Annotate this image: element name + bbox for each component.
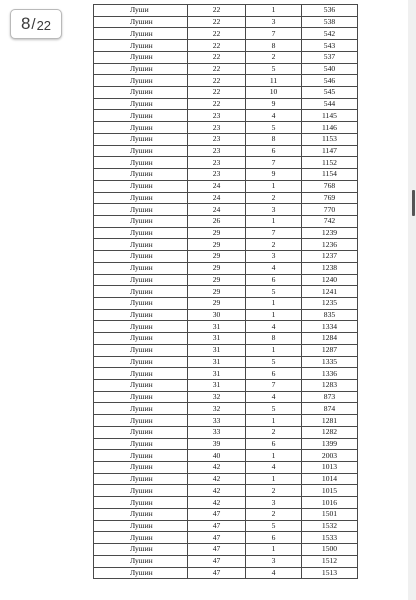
id-cell: 1236 — [302, 239, 358, 251]
number-cell: 1 — [246, 215, 302, 227]
section-cell: 47 — [188, 555, 246, 567]
number-cell: 11 — [246, 75, 302, 87]
id-cell: 742 — [302, 215, 358, 227]
table-row — [94, 485, 358, 497]
surname-cell: Лушин — [94, 415, 188, 427]
id-cell: 1334 — [302, 321, 358, 333]
id-cell: 544 — [302, 98, 358, 110]
number-cell: 4 — [246, 462, 302, 474]
section-cell: 47 — [188, 567, 246, 579]
id-cell: 538 — [302, 16, 358, 28]
id-cell: 1512 — [302, 555, 358, 567]
section-cell: 29 — [188, 274, 246, 286]
number-cell: 2 — [246, 485, 302, 497]
table-body — [94, 5, 358, 579]
id-cell: 545 — [302, 87, 358, 99]
id-cell: 537 — [302, 51, 358, 63]
table-row — [94, 309, 358, 321]
number-cell: 8 — [246, 40, 302, 52]
section-cell: 23 — [188, 145, 246, 157]
section-cell: 33 — [188, 426, 246, 438]
section-cell: 40 — [188, 450, 246, 462]
surname-cell: Лушин — [94, 567, 188, 579]
id-cell: 770 — [302, 204, 358, 216]
id-cell: 1154 — [302, 169, 358, 181]
number-cell: 3 — [246, 204, 302, 216]
table-row — [94, 98, 358, 110]
section-cell: 47 — [188, 544, 246, 556]
page-indicator — [10, 9, 62, 39]
section-cell: 22 — [188, 75, 246, 87]
id-cell: 1152 — [302, 157, 358, 169]
number-cell: 1 — [246, 309, 302, 321]
section-cell: 32 — [188, 391, 246, 403]
id-cell: 536 — [302, 5, 358, 17]
table-row — [94, 532, 358, 544]
table-row — [94, 122, 358, 134]
id-cell: 1013 — [302, 462, 358, 474]
number-cell: 1 — [246, 297, 302, 309]
section-cell: 24 — [188, 180, 246, 192]
table-row — [94, 251, 358, 263]
number-cell: 1 — [246, 473, 302, 485]
surname-cell: Лушин — [94, 450, 188, 462]
surname-cell: Лушин — [94, 180, 188, 192]
surname-cell: Лушин — [94, 380, 188, 392]
id-cell: 1153 — [302, 133, 358, 145]
section-cell: 23 — [188, 157, 246, 169]
surname-cell: Лушин — [94, 356, 188, 368]
section-cell: 29 — [188, 227, 246, 239]
surname-cell: Лушин — [94, 98, 188, 110]
surname-cell: Лушин — [94, 473, 188, 485]
id-cell: 1147 — [302, 145, 358, 157]
number-cell: 2 — [246, 426, 302, 438]
table-row — [94, 286, 358, 298]
table-row — [94, 473, 358, 485]
scrollbar-thumb[interactable] — [412, 190, 415, 216]
number-cell: 5 — [246, 122, 302, 134]
table-row — [94, 508, 358, 520]
surname-cell: Лушин — [94, 368, 188, 380]
id-cell: 768 — [302, 180, 358, 192]
section-cell: 23 — [188, 169, 246, 181]
id-cell: 2003 — [302, 450, 358, 462]
table-row — [94, 215, 358, 227]
section-cell: 31 — [188, 356, 246, 368]
section-cell: 23 — [188, 133, 246, 145]
table-row — [94, 391, 358, 403]
table-row — [94, 87, 358, 99]
section-cell: 31 — [188, 368, 246, 380]
section-cell: 26 — [188, 215, 246, 227]
surname-cell: Лушин — [94, 227, 188, 239]
number-cell: 3 — [246, 497, 302, 509]
id-cell: 1399 — [302, 438, 358, 450]
id-cell: 1335 — [302, 356, 358, 368]
table-row — [94, 415, 358, 427]
number-cell: 1 — [246, 5, 302, 17]
surname-cell: Лушин — [94, 403, 188, 415]
section-cell: 29 — [188, 239, 246, 251]
number-cell: 4 — [246, 391, 302, 403]
surname-cell: Лушин — [94, 438, 188, 450]
section-cell: 30 — [188, 309, 246, 321]
surname-cell: Лушин — [94, 87, 188, 99]
table-row — [94, 227, 358, 239]
surname-cell: Лушин — [94, 63, 188, 75]
number-cell: 7 — [246, 227, 302, 239]
surname-cell: Лушин — [94, 75, 188, 87]
surname-cell: Лушин — [94, 204, 188, 216]
table-row — [94, 297, 358, 309]
section-cell: 22 — [188, 40, 246, 52]
table-row — [94, 16, 358, 28]
surname-cell: Лушин — [94, 544, 188, 556]
number-cell: 5 — [246, 520, 302, 532]
table-row — [94, 380, 358, 392]
section-cell: 24 — [188, 204, 246, 216]
number-cell: 2 — [246, 51, 302, 63]
id-cell: 1235 — [302, 297, 358, 309]
surname-cell: Лушин — [94, 157, 188, 169]
number-cell: 1 — [246, 450, 302, 462]
id-cell: 1532 — [302, 520, 358, 532]
id-cell: 1287 — [302, 344, 358, 356]
id-cell: 1238 — [302, 262, 358, 274]
section-cell: 22 — [188, 98, 246, 110]
number-cell: 9 — [246, 169, 302, 181]
number-cell: 6 — [246, 532, 302, 544]
id-cell: 874 — [302, 403, 358, 415]
table-row — [94, 438, 358, 450]
number-cell: 2 — [246, 239, 302, 251]
number-cell: 6 — [246, 274, 302, 286]
page-separator: / — [31, 15, 36, 33]
number-cell: 1 — [246, 344, 302, 356]
section-cell: 22 — [188, 51, 246, 63]
id-cell: 1145 — [302, 110, 358, 122]
surname-cell: Лушин — [94, 145, 188, 157]
number-cell: 4 — [246, 110, 302, 122]
surname-cell: Лушин — [94, 215, 188, 227]
surname-cell: Лушин — [94, 16, 188, 28]
table-row — [94, 169, 358, 181]
table-row — [94, 28, 358, 40]
table-row — [94, 403, 358, 415]
table-row — [94, 344, 358, 356]
id-cell: 543 — [302, 40, 358, 52]
table-row — [94, 426, 358, 438]
table-row — [94, 51, 358, 63]
id-cell: 1281 — [302, 415, 358, 427]
id-cell: 542 — [302, 28, 358, 40]
number-cell: 5 — [246, 63, 302, 75]
surname-cell: Луши — [94, 5, 188, 17]
number-cell: 3 — [246, 555, 302, 567]
surname-cell: Лушин — [94, 462, 188, 474]
table-row — [94, 520, 358, 532]
section-cell: 29 — [188, 286, 246, 298]
data-table — [93, 4, 358, 579]
id-cell: 1237 — [302, 251, 358, 263]
table-row — [94, 321, 358, 333]
table-row — [94, 5, 358, 17]
id-cell: 835 — [302, 309, 358, 321]
surname-cell: Лушин — [94, 286, 188, 298]
number-cell: 5 — [246, 403, 302, 415]
table-row — [94, 145, 358, 157]
surname-cell: Лушин — [94, 262, 188, 274]
id-cell: 1016 — [302, 497, 358, 509]
section-cell: 31 — [188, 344, 246, 356]
number-cell: 1 — [246, 180, 302, 192]
table-row — [94, 274, 358, 286]
number-cell: 1 — [246, 544, 302, 556]
id-cell: 1284 — [302, 333, 358, 345]
section-cell: 31 — [188, 321, 246, 333]
section-cell: 22 — [188, 87, 246, 99]
table-row — [94, 204, 358, 216]
table-row — [94, 63, 358, 75]
number-cell: 6 — [246, 438, 302, 450]
section-cell: 42 — [188, 497, 246, 509]
table-row — [94, 40, 358, 52]
number-cell: 8 — [246, 133, 302, 145]
table-row — [94, 110, 358, 122]
surname-cell: Лушин — [94, 309, 188, 321]
id-cell: 1533 — [302, 532, 358, 544]
section-cell: 47 — [188, 520, 246, 532]
section-cell: 32 — [188, 403, 246, 415]
section-cell: 31 — [188, 333, 246, 345]
number-cell: 9 — [246, 98, 302, 110]
section-cell: 31 — [188, 380, 246, 392]
current-page-number: 8 — [20, 14, 31, 33]
table-row — [94, 192, 358, 204]
number-cell: 4 — [246, 321, 302, 333]
section-cell: 24 — [188, 192, 246, 204]
section-cell: 47 — [188, 508, 246, 520]
surname-cell: Лушин — [94, 497, 188, 509]
section-cell: 47 — [188, 532, 246, 544]
table-row — [94, 356, 358, 368]
number-cell: 6 — [246, 145, 302, 157]
surname-cell: Лушин — [94, 51, 188, 63]
number-cell: 4 — [246, 567, 302, 579]
surname-cell: Лушин — [94, 239, 188, 251]
id-cell: 1513 — [302, 567, 358, 579]
id-cell: 546 — [302, 75, 358, 87]
section-cell: 23 — [188, 110, 246, 122]
table-row — [94, 450, 358, 462]
id-cell: 1283 — [302, 380, 358, 392]
section-cell: 22 — [188, 16, 246, 28]
number-cell: 2 — [246, 508, 302, 520]
number-cell: 10 — [246, 87, 302, 99]
id-cell: 1500 — [302, 544, 358, 556]
number-cell: 2 — [246, 192, 302, 204]
surname-cell: Лушин — [94, 321, 188, 333]
number-cell: 5 — [246, 356, 302, 368]
section-cell: 29 — [188, 297, 246, 309]
total-pages: 22 — [36, 18, 52, 33]
number-cell: 1 — [246, 415, 302, 427]
id-cell: 1241 — [302, 286, 358, 298]
surname-cell: Лушин — [94, 297, 188, 309]
surname-cell: Лушин — [94, 333, 188, 345]
surname-cell: Лушин — [94, 192, 188, 204]
table-row — [94, 239, 358, 251]
table-row — [94, 567, 358, 579]
table-row — [94, 368, 358, 380]
surname-cell: Лушин — [94, 426, 188, 438]
table-row — [94, 497, 358, 509]
number-cell: 8 — [246, 333, 302, 345]
surname-cell: Лушин — [94, 40, 188, 52]
surname-cell: Лушин — [94, 28, 188, 40]
id-cell: 1336 — [302, 368, 358, 380]
section-cell: 33 — [188, 415, 246, 427]
section-cell: 29 — [188, 251, 246, 263]
section-cell: 29 — [188, 262, 246, 274]
section-cell: 22 — [188, 28, 246, 40]
table-row — [94, 333, 358, 345]
table-row — [94, 262, 358, 274]
section-cell: 22 — [188, 63, 246, 75]
surname-cell: Лушин — [94, 520, 188, 532]
surname-cell: Лушин — [94, 169, 188, 181]
number-cell: 3 — [246, 251, 302, 263]
id-cell: 1239 — [302, 227, 358, 239]
number-cell: 7 — [246, 28, 302, 40]
section-cell: 42 — [188, 485, 246, 497]
id-cell: 1501 — [302, 508, 358, 520]
number-cell: 7 — [246, 157, 302, 169]
surname-cell: Лушин — [94, 274, 188, 286]
id-cell: 1282 — [302, 426, 358, 438]
table-row — [94, 157, 358, 169]
id-cell: 1146 — [302, 122, 358, 134]
number-cell: 5 — [246, 286, 302, 298]
table-row — [94, 180, 358, 192]
id-cell: 540 — [302, 63, 358, 75]
id-cell: 873 — [302, 391, 358, 403]
table-row — [94, 462, 358, 474]
table-row — [94, 75, 358, 87]
surname-cell: Лушин — [94, 110, 188, 122]
number-cell: 7 — [246, 380, 302, 392]
table-row — [94, 555, 358, 567]
surname-cell: Лушин — [94, 122, 188, 134]
section-cell: 42 — [188, 462, 246, 474]
section-cell: 23 — [188, 122, 246, 134]
id-cell: 1014 — [302, 473, 358, 485]
number-cell: 6 — [246, 368, 302, 380]
table-row — [94, 544, 358, 556]
id-cell: 1015 — [302, 485, 358, 497]
number-cell: 4 — [246, 262, 302, 274]
surname-cell: Лушин — [94, 391, 188, 403]
surname-cell: Лушин — [94, 344, 188, 356]
id-cell: 1240 — [302, 274, 358, 286]
section-cell: 39 — [188, 438, 246, 450]
id-cell: 769 — [302, 192, 358, 204]
table-row — [94, 133, 358, 145]
surname-cell: Лушин — [94, 133, 188, 145]
surname-cell: Лушин — [94, 485, 188, 497]
surname-cell: Лушин — [94, 532, 188, 544]
section-cell: 42 — [188, 473, 246, 485]
surname-cell: Лушин — [94, 508, 188, 520]
section-cell: 22 — [188, 5, 246, 17]
surname-cell: Лушин — [94, 251, 188, 263]
surname-cell: Лушин — [94, 555, 188, 567]
number-cell: 3 — [246, 16, 302, 28]
